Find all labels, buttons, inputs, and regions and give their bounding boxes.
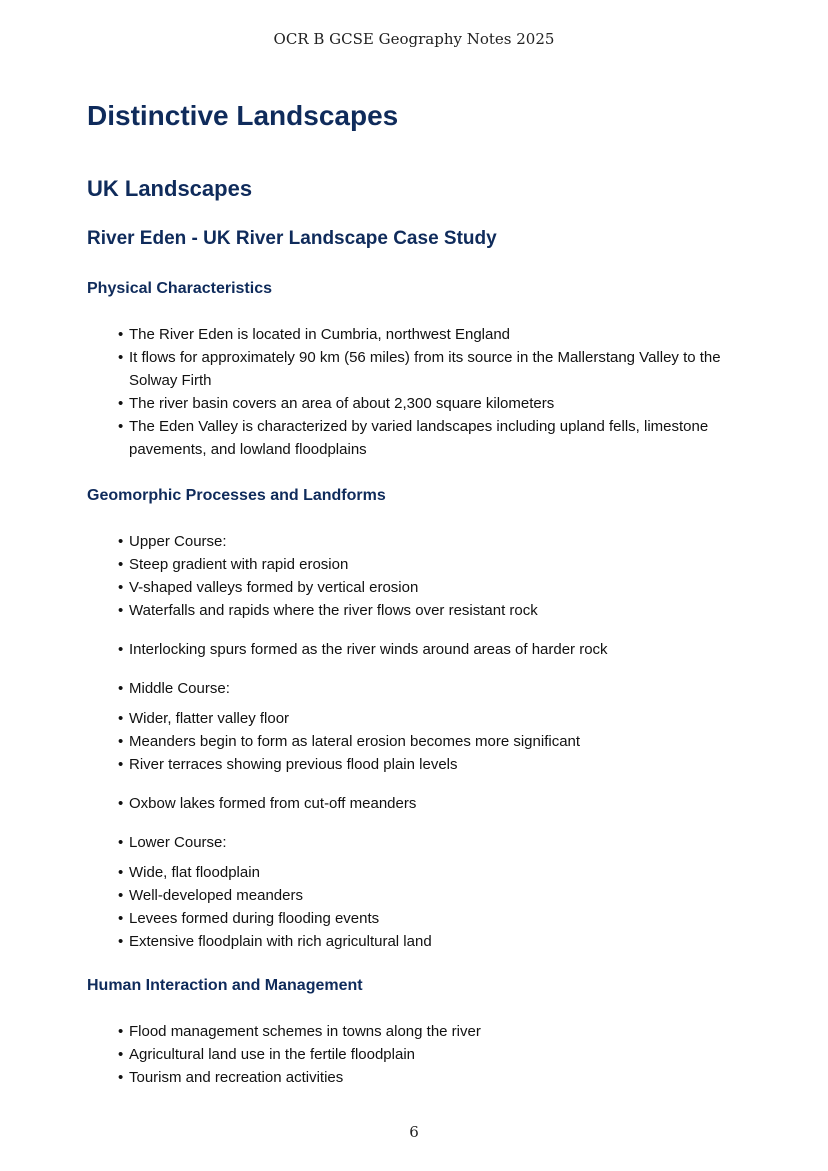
list-item: • River terraces showing previous flood plain levels bbox=[118, 753, 747, 776]
human-interaction-list bbox=[87, 1020, 747, 1089]
upper-course-list bbox=[87, 530, 747, 622]
list-item: • Wider, flatter valley floor bbox=[118, 707, 747, 730]
geomorphic-heading: Geomorphic Processes and Landforms bbox=[87, 487, 386, 504]
list-item: • Upper Course: bbox=[118, 530, 747, 553]
upper-course-extra-list bbox=[87, 638, 747, 661]
list-item: • Well-developed meanders bbox=[118, 884, 747, 907]
page-number: 6 bbox=[409, 1123, 419, 1141]
list-item: • Interlocking spurs formed as the river winds around areas of harder rock bbox=[118, 638, 747, 661]
list-item: • The River Eden is located in Cumbria, northwest England bbox=[118, 323, 747, 346]
list-item: • Tourism and recreation activities bbox=[118, 1066, 747, 1089]
physical-characteristics-section bbox=[87, 280, 747, 461]
list-item: • It flows for approximately 90 km (56 miles) from its source in the Mallerstang Valley to the Solway Firth bbox=[118, 346, 747, 392]
list-item: • Agricultural land use in the fertile floodplain bbox=[118, 1043, 747, 1066]
middle-course-extra-list bbox=[87, 792, 747, 815]
geomorphic-section bbox=[87, 487, 747, 953]
list-item: • Meanders begin to form as lateral erosion becomes more significant bbox=[118, 730, 747, 753]
case-study-title: River Eden - UK River Landscape Case Study bbox=[87, 228, 497, 249]
list-item: • Oxbow lakes formed from cut-off meanders bbox=[118, 792, 747, 815]
middle-course-list bbox=[87, 707, 747, 776]
human-interaction-section bbox=[87, 977, 747, 1089]
list-item: • Extensive floodplain with rich agricultural land bbox=[118, 930, 747, 953]
list-item: • Lower Course: bbox=[118, 831, 747, 854]
physical-characteristics-heading: Physical Characteristics bbox=[87, 280, 272, 297]
list-item: • The river basin covers an area of about 2,300 square kilometers bbox=[118, 392, 747, 415]
list-item: • Wide, flat floodplain bbox=[118, 861, 747, 884]
middle-course-label-list bbox=[87, 677, 747, 700]
document-title: Distinctive Landscapes bbox=[87, 100, 399, 131]
list-item: • V-shaped valleys formed by vertical erosion bbox=[118, 576, 747, 599]
list-item: • Middle Course: bbox=[118, 677, 747, 700]
list-item: • Waterfalls and rapids where the river flows over resistant rock bbox=[118, 599, 747, 622]
list-item: • The Eden Valley is characterized by varied landscapes including upland fells, limestone pavements, and lowland floodplains bbox=[118, 415, 747, 461]
human-interaction-heading: Human Interaction and Management bbox=[87, 977, 363, 994]
physical-characteristics-list bbox=[87, 323, 747, 461]
running-header: OCR B GCSE Geography Notes 2025 bbox=[273, 30, 555, 48]
lower-course-list bbox=[87, 861, 747, 953]
lower-course-label-list bbox=[87, 831, 747, 854]
list-item: • Steep gradient with rapid erosion bbox=[118, 553, 747, 576]
section-title: UK Landscapes bbox=[87, 176, 253, 201]
list-item: • Flood management schemes in towns along the river bbox=[118, 1020, 747, 1043]
list-item: • Levees formed during flooding events bbox=[118, 907, 747, 930]
